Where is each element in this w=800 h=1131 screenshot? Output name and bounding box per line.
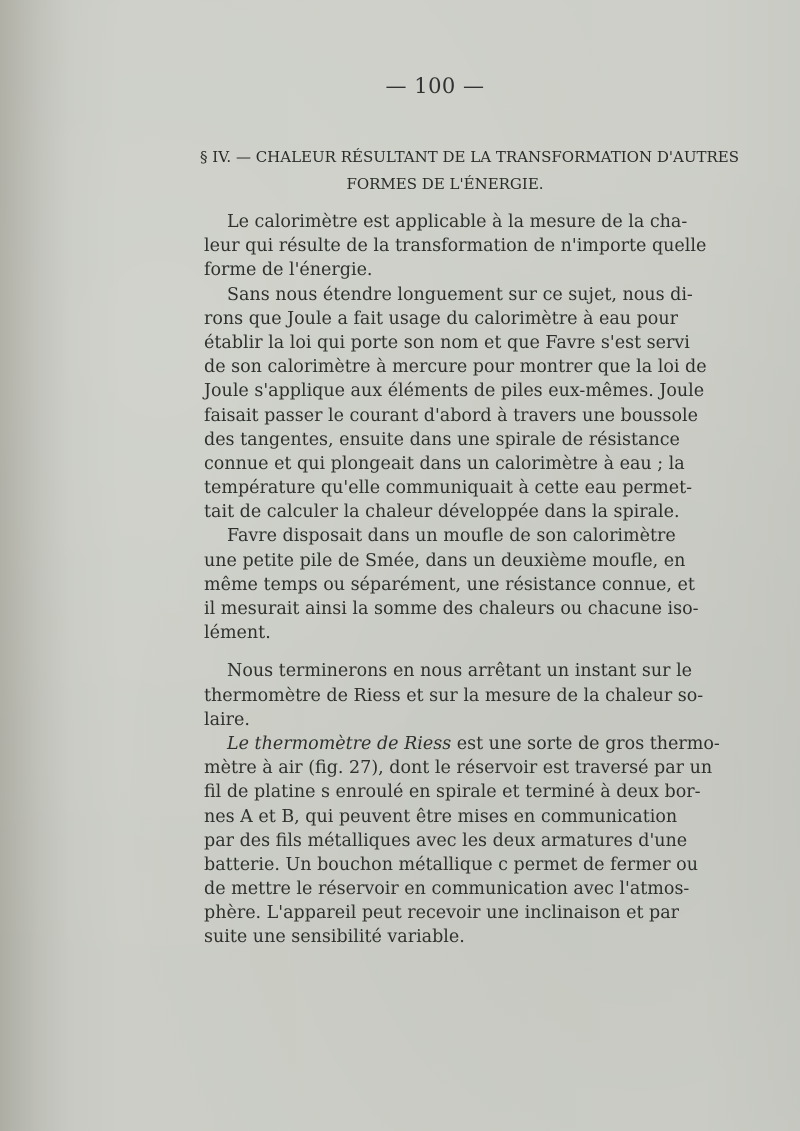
text-line: fil de platine s enroulé en spirale et terminé à deux bor- — [204, 782, 701, 803]
text-line: connue et qui plongeait dans un calorimètre à eau ; la — [204, 453, 685, 474]
italic-lead: Le thermomètre de Riess — [227, 733, 452, 754]
text-line — [204, 732, 720, 756]
section-title-line-2: FORMES DE L'ÉNERGIE. — [346, 175, 544, 193]
page-number: — 100 — — [385, 74, 485, 98]
body-text — [204, 210, 720, 950]
text-line: établir la loi qui porte son nom et que Favre s'est servi — [204, 332, 690, 353]
text-line: de mettre le réservoir en communication avec l'atmos- — [204, 879, 690, 900]
text-line: même temps ou séparément, une résistance connue, et — [204, 574, 695, 595]
text-line: tait de calculer la chaleur développée dans la spirale. — [204, 502, 680, 523]
text-line-rest: est une sorte de gros thermo- — [451, 733, 720, 754]
text-line: Nous terminerons en nous arrêtant un instant sur le — [227, 661, 693, 682]
text-line: suite une sensibilité variable. — [204, 927, 465, 948]
section-title — [200, 144, 740, 198]
text-line: rons que Joule a fait usage du calorimètre à eau pour — [204, 308, 678, 329]
text-line: il mesurait ainsi la somme des chaleurs ou chacune iso- — [204, 599, 699, 619]
text-line: de son calorimètre à mercure pour montrer que la loi de — [204, 357, 707, 378]
text-line: Joule s'applique aux éléments de piles eux-mêmes. Joule — [204, 381, 705, 402]
text-line: faisait passer le courant d'abord à travers une boussole — [204, 405, 698, 426]
page-edge-stain — [0, 0, 70, 1131]
text-line: mètre à air (fig. 27), dont le réservoir est traversé par un — [204, 758, 713, 779]
text-line: phère. L'appareil peut recevoir une inclinaison et par — [204, 903, 680, 924]
text-line: batterie. Un bouchon métallique c permet de fermer ou — [204, 854, 698, 875]
text-line: par des fils métalliques avec les deux armatures d'une — [204, 830, 688, 851]
text-line: Sans nous étendre longuement sur ce sujet, nous di- — [227, 284, 693, 305]
text-line: température qu'elle communiquait à cette eau permet- — [204, 478, 693, 499]
text-line: des tangentes, ensuite dans une spirale de résistance — [204, 429, 680, 450]
text-line: lément. — [204, 623, 271, 644]
text-line: leur qui résulte de la transformation de n'importe quelle — [204, 236, 707, 257]
text-line: thermomètre de Riess et sur la mesure de la chaleur so- — [204, 685, 704, 706]
section-title-line-1: § IV. — CHALEUR RÉSULTANT DE LA TRANSFORMATION D'AUTRES — [200, 148, 740, 166]
text-line: laire. — [204, 709, 250, 730]
text-line: nes A et B, qui peuvent être mises en communication — [204, 806, 678, 827]
paragraph-gap — [204, 645, 674, 659]
text-line: Favre disposait dans un moufle de son calorimètre — [227, 526, 676, 547]
text-line: forme de l'énergie. — [204, 260, 373, 281]
text-line: une petite pile de Smée, dans un deuxième moufle, en — [204, 550, 686, 571]
text-line: Le calorimètre est applicable à la mesure de la cha- — [227, 212, 688, 232]
